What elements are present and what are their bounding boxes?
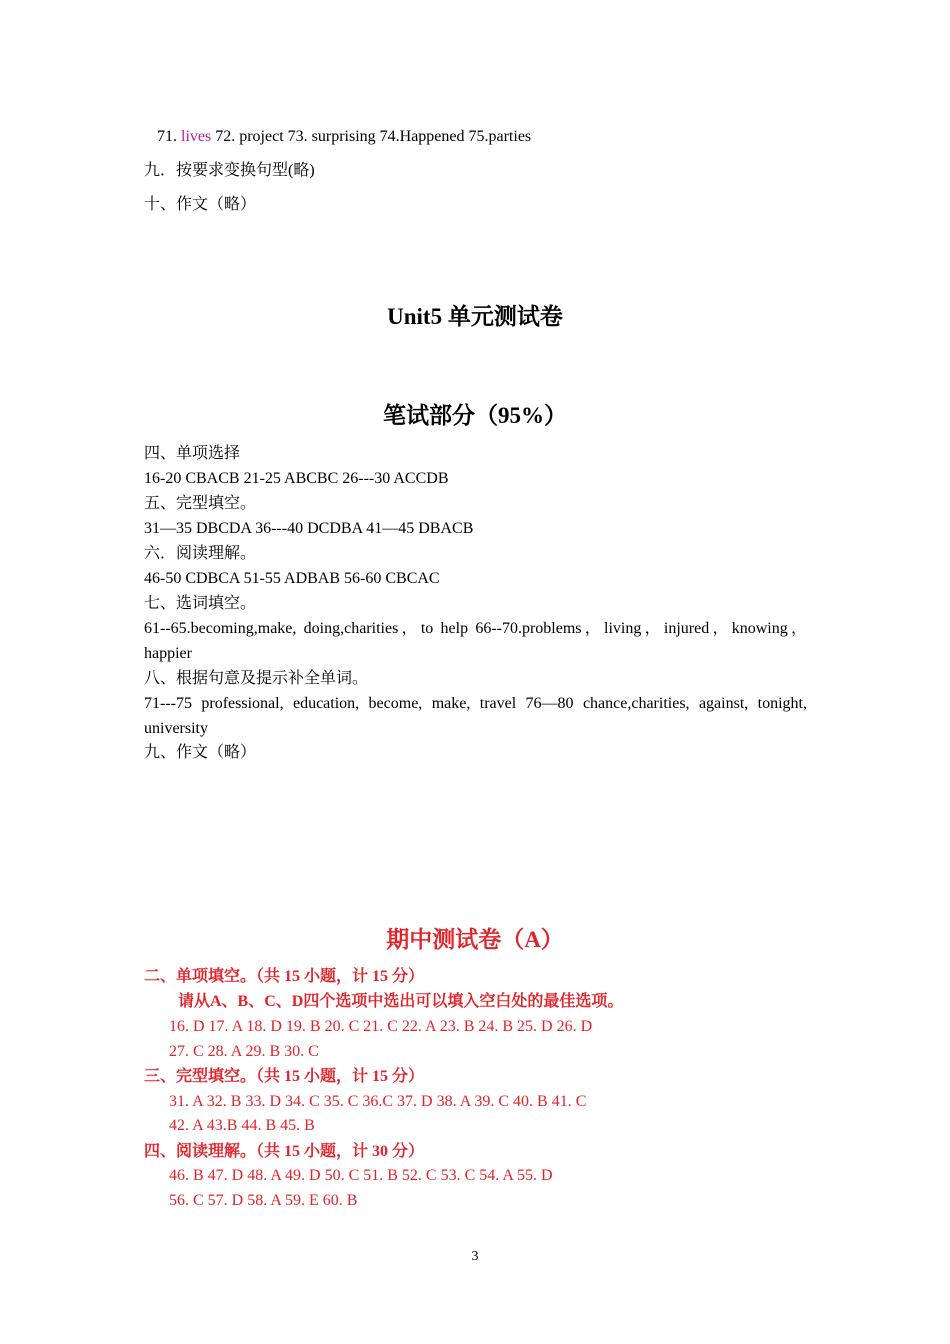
unit5-line: 46-50 CDBCA 51-55 ADBAB 56-60 CBCAC (144, 570, 440, 587)
answers-71-prefix: 71. (157, 128, 177, 145)
unit5-subtitle: 笔试部分（95%） (383, 403, 567, 428)
unit5-answers-61-70-line1: 61--65.becoming,make, doing,charities，to help 66--70.problems，living，injured，knowing， (144, 620, 807, 637)
midterm-s2-answers-2: 27. C 28. A 29. B 30. C (169, 1043, 319, 1060)
prev-item-9: 九．按要求变换句型(略) (144, 162, 315, 179)
answers-71-rest: 72. project 73. surprising 74.Happened 75.parties (215, 128, 532, 145)
unit5-item-9: 九、作文（略） (144, 744, 257, 761)
unit5-answers-71-80-line1: 71---75 professional, education, become, make, travel 76—80 chance,charities, against, tonight, (144, 695, 807, 712)
unit5-line: 31—35 DBCDA 36---40 DCDBA 41—45 DBACB (144, 520, 474, 537)
unit5-line: 六．阅读理解。 (144, 545, 257, 562)
page-number: 3 (471, 1249, 479, 1264)
midterm-s4-answers-2: 56. C 57. D 58. A 59. E 60. B (169, 1192, 358, 1209)
midterm-s2-answers-1: 16. D 17. A 18. D 19. B 20. C 21. C 22. A 23. B 24. B 25. D 26. D (169, 1018, 593, 1035)
unit5-answers-61-70-line2: happier (144, 645, 192, 662)
unit5-line: 五、完型填空。 (144, 495, 257, 512)
midterm-s2-heading: 二、单项填空。（共 15 小题，计 15 分） (144, 968, 425, 985)
answers-71-highlight: lives (181, 128, 212, 145)
unit5-item-8: 八、根据句意及提示补全单词。 (144, 670, 369, 687)
unit5-line: 四、单项选择 (144, 445, 241, 462)
unit5-line: 16-20 CBACB 21-25 ABCBC 26---30 ACCDB (144, 470, 449, 487)
unit5-answers-71-80-line2: university (144, 720, 208, 737)
midterm-s4-heading: 四、阅读理解。（共 15 小题，计 30 分） (144, 1143, 425, 1160)
prev-item-10: 十、作文（略） (144, 196, 257, 213)
unit5-line: 七、选词填空。 (144, 595, 257, 612)
answers-71-75 (157, 127, 531, 147)
midterm-title: 期中测试卷（A） (386, 927, 564, 952)
midterm-s3-answers-2: 42. A 43.B 44. B 45. B (169, 1117, 315, 1134)
midterm-s3-heading: 三、完型填空。（共 15 小题，计 15 分） (144, 1068, 425, 1085)
unit5-title: Unit5 单元测试卷 (387, 304, 563, 329)
midterm-s3-answers-1: 31. A 32. B 33. D 34. C 35. C 36.C 37. D 38. A 39. C 40. B 41. C (169, 1093, 587, 1110)
midterm-s4-answers-1: 46. B 47. D 48. A 49. D 50. C 51. B 52. C 53. C 54. A 55. D (169, 1167, 553, 1184)
midterm-s2-instruction: 请从A、B、C、D四个选项中选出可以填入空白处的最佳选项。 (178, 993, 624, 1010)
